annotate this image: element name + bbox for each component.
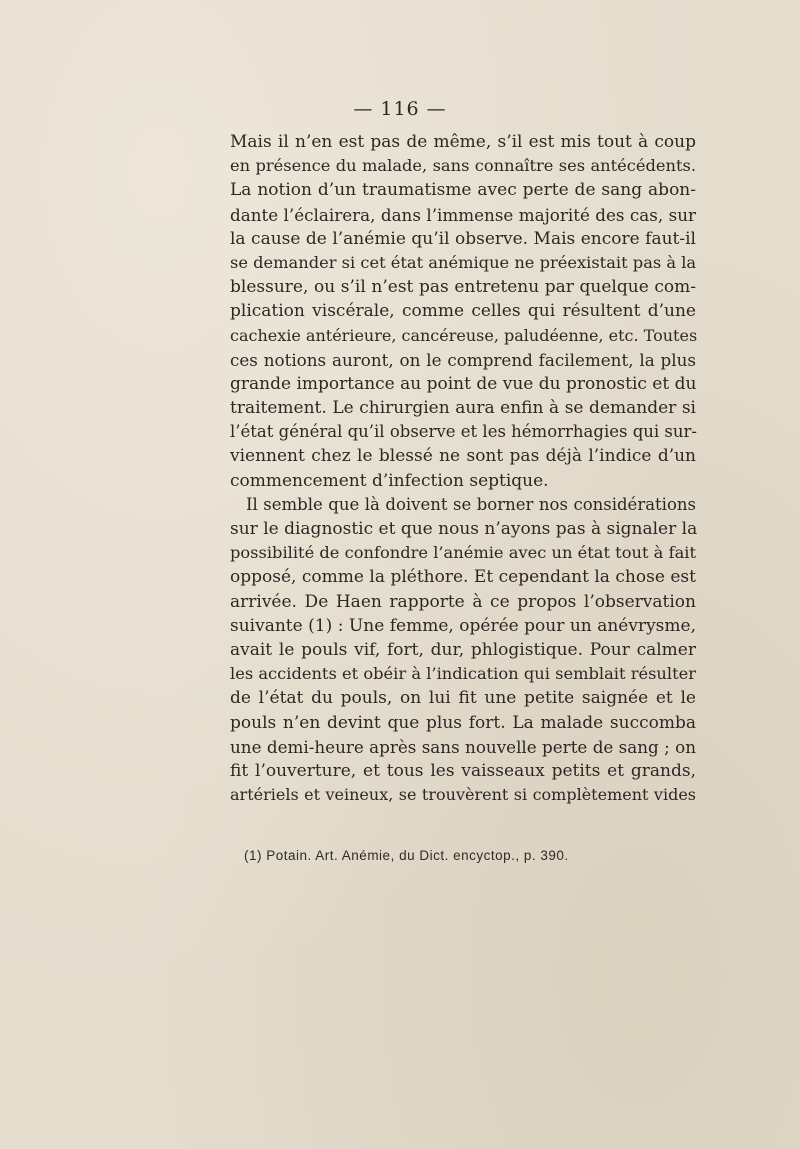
text-line: suivante (1) : Une femme, opérée pour un anévrysme,: [230, 615, 696, 636]
text-line: pouls n’en devint que plus fort. La malade succomba: [230, 712, 696, 733]
text-line: grande importance au point de vue du pronostic et du: [230, 373, 697, 394]
text-line: opposé, comme la pléthore. Et cependant la chose est: [230, 567, 696, 588]
text-line: blessure, ou s’il n’est pas entretenu par quelque com-: [230, 277, 696, 298]
text-line: l’état général qu’il observe et les hémorrhagies qui sur-: [230, 422, 697, 442]
text-line: traitement. Le chirurgien aura enfin à se demander si: [230, 398, 696, 419]
text-line: se demander si cet état anémique ne préexistait pas à la: [230, 252, 697, 272]
text-line: de l’état du pouls, on lui fit une petite saignée et le: [230, 688, 696, 709]
text-line: arrivée. De Haen rapporte à ce propos l’observation: [230, 591, 696, 612]
text-line: une demi-heure après sans nouvelle perte de sang ; on: [230, 736, 696, 757]
text-line: dante l’éclairera, dans l’immense majorité des cas, sur: [230, 204, 696, 225]
text-line: Mais il n’en est pas de même, s’il est mis tout à coup: [230, 132, 696, 152]
text-line: commencement d’infection septique.: [230, 470, 549, 491]
text-line: sur le diagnostic et que nous n’ayons pas à signaler la: [230, 519, 698, 539]
text-line: Il semble que là doivent se borner nos considérations: [246, 494, 696, 514]
text-line: La notion d’un traumatisme avec perte de sang abon-: [230, 180, 696, 201]
text-line: avait le pouls vif, fort, dur, phlogistique. Pour calmer: [230, 639, 696, 660]
text-line: les accidents et obéir à l’indication qui semblait résulter: [230, 664, 696, 684]
paragraph-1: [230, 130, 696, 493]
text-line: ces notions auront, on le comprend facilement, la plus: [230, 349, 696, 370]
text-line: fit l’ouverture, et tous les vaisseaux petits et grands,: [230, 760, 696, 781]
text-line: plication viscérale, comme celles qui résultent d’une: [230, 301, 696, 322]
text-line: cachexie antérieure, cancéreuse, paludéenne, etc. Toutes: [230, 325, 698, 345]
footnote: (1) Potain. Art. Anémie, du Dict. encyctop., p. 390.: [244, 848, 569, 863]
paragraph-2: [230, 493, 696, 807]
text-line: possibilité de confondre l’anémie avec un état tout à fait: [230, 543, 696, 563]
text-line: en présence du malade, sans connaître ses antécédents.: [230, 156, 696, 176]
text-line: la cause de l’anémie qu’il observe. Mais encore faut-il: [230, 228, 696, 249]
body-text: [230, 130, 696, 807]
page-number: — 116 —: [353, 98, 447, 120]
text-line: viennent chez le blessé ne sont pas déjà l’indice d’un: [230, 446, 696, 467]
text-line: artériels et veineux, se trouvèrent si complètement vides: [230, 785, 696, 805]
